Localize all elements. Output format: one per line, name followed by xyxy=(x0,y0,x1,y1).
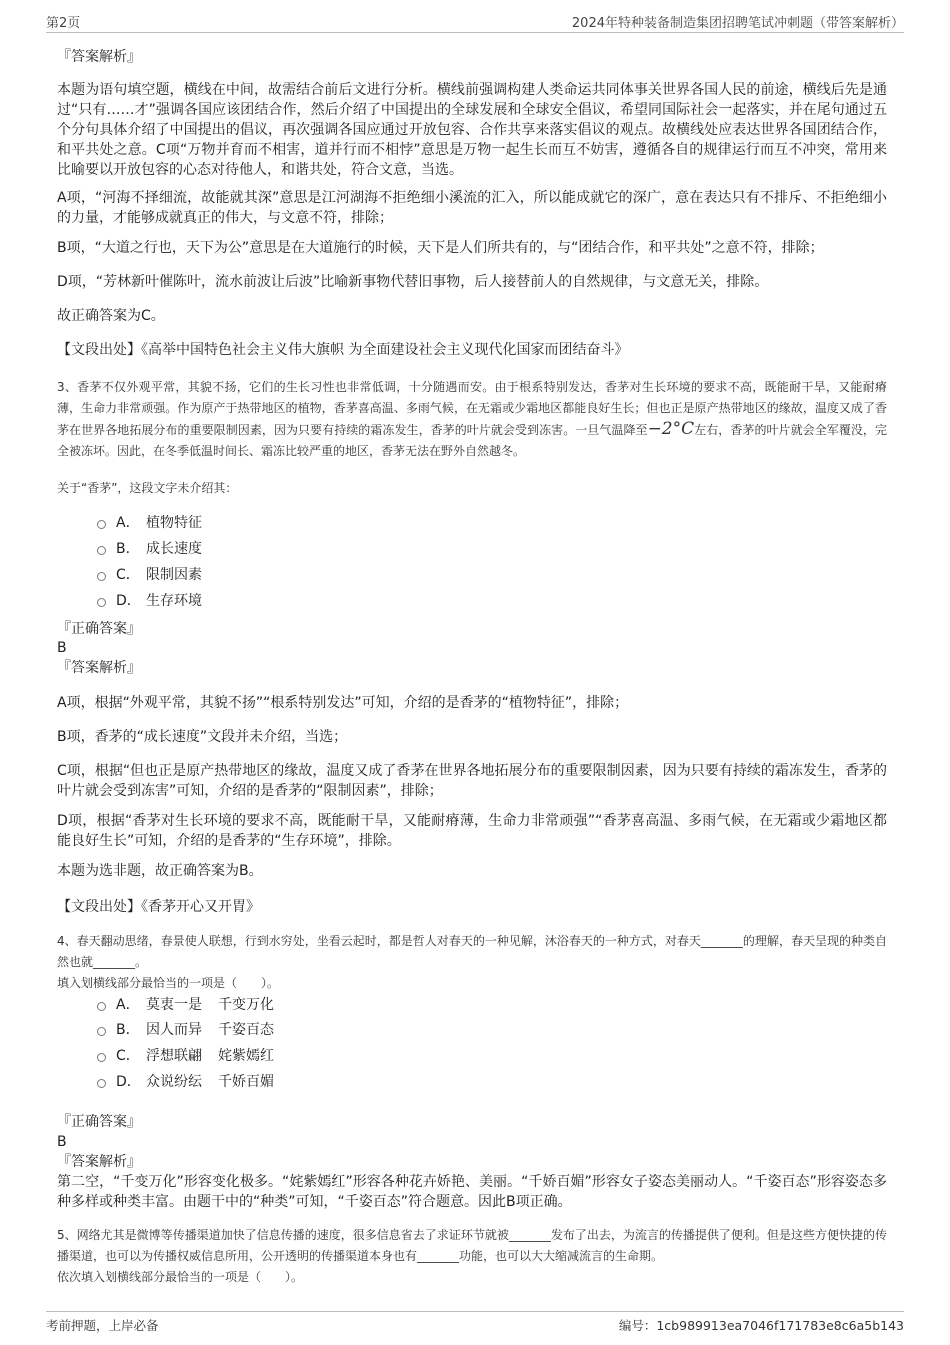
q4-option-c[interactable]: C． 浮想联翩 姹紫嫣红 xyxy=(97,1046,274,1066)
footer-slogan: 考前押题，上岸必备 xyxy=(46,1318,159,1333)
q2-analysis: 本题为语句填空题，横线在中间，故需结合前后文进行分析。横线前强调构建人类命运共同体事关世界各国人民的前途，横线后先是通过“只有……才”强调各国应该团结合作，然后介绍了中国提出的全球发展和全球安全倡议，希望同国际社会一起落实，并在尾句通过五个分句具体介绍了中国提出的倡议，再次强调各国应通过开放包容、合作共享来落实倡议的观点。故横线处应表达世界各国团结合作，和平共处之意。C项“万物并育而不相害，道并行而不相悖”意思是万物一起生长而互不妨害，遵循各自的规律运行而互不冲突，常用来比喻要以开放包容的心态对待他人，和谐共处，符合文意，当选。 xyxy=(57,82,887,178)
q3-source: 【文段出处】《香茅开心又开胃》 xyxy=(57,899,260,915)
q3-option-d-analysis: D项，根据“香茅对生长环境的要求不高，既能耐干旱，又能耐瘠薄，生命力非常顽强”“香茅喜高温、多雨气候，在无霜或少霜地区都能良好生长”可知，介绍的是香茅的“生存环境”，排除。 xyxy=(57,813,887,849)
q3-question: 关于“香茅”，这段文字未介绍其： xyxy=(57,481,238,495)
q3-conclusion: 本题为选非题，故正确答案为B。 xyxy=(57,863,263,879)
page-header xyxy=(46,10,904,33)
q3-answer: B xyxy=(57,640,67,656)
q4-option-a[interactable]: A． 莫衷一是 千变万化 xyxy=(97,995,274,1015)
q4-option-b[interactable]: B． 因人而异 千姿百态 xyxy=(97,1020,274,1040)
q3-option-c[interactable]: C． 限制因素 xyxy=(97,565,202,585)
q4-answer: B xyxy=(57,1134,67,1150)
temperature-value: −2°C xyxy=(647,419,695,439)
q3-passage-before: 3、香茅不仅外观平常，其貌不扬，它们的生长习性也非常低调，十分随遇而安。由于根系特别发达，香茅对生长环境的要求不高，既能耐干旱，又能耐瘠薄，生命力非常顽强。作为原产于热带地区的植物，香茅喜高温、多雨气候，在无霜或少霜地区都能良好生长；但也正是原产热带地区的缘故，温度又成了香茅在世界各地拓展分布的重要限制因素，因为只要有持续的霜冻发生，香茅的叶片就会受到冻害。一旦气温降至 xyxy=(57,380,887,437)
q2-option-b-analysis: B项，“大道之行也，天下为公”意思是在大道施行的时候，天下是人们所共有的，与“团结合作，和平共处”之意不符，排除； xyxy=(57,240,824,256)
document-id-label: 编号： xyxy=(618,1318,657,1333)
q4-stem: 4、春天翻动思绪，春景使人联想，行到水穷处，坐看云起时，都是哲人对春天的一种见解，沐浴春天的一种方式，对春天_______的理解，春天呈现的种类自然也就_______。 xyxy=(57,934,887,969)
q2-conclusion: 故正确答案为C。 xyxy=(57,308,165,324)
q2-option-d-analysis: D项，“芳林新叶催陈叶，流水前波让后波”比喻新事物代替旧事物，后人接替前人的自然规律，与文意无关，排除。 xyxy=(57,274,769,290)
q3-passage xyxy=(57,377,887,462)
q5-stem: 5、网络尤其是微博等传播渠道加快了信息传播的速度，很多信息省去了求证环节就被_______发布了出去，为流言的传播提供了便利。但是这些方便快捷的传播渠道，也可以为传播权威信息所用，公开透明的传播渠道本身也有_______功能，也可以大大缩减流言的生命期。 xyxy=(57,1228,887,1263)
radio-icon[interactable] xyxy=(97,1079,106,1088)
q3-option-a[interactable]: A． 植物特征 xyxy=(97,513,202,533)
radio-icon[interactable] xyxy=(97,572,106,581)
document-id xyxy=(619,1316,904,1334)
q4-instruction: 填入划横线部分最恰当的一项是（ ）。 xyxy=(57,976,280,990)
q3-option-b[interactable]: B． 成长速度 xyxy=(97,539,202,559)
q3-option-a-analysis: A项，根据“外观平常，其貌不扬”“根系特别发达”可知，介绍的是香茅的“植物特征”，排除； xyxy=(57,695,629,711)
q2-analysis-label: 『答案解析』 xyxy=(57,49,141,65)
radio-icon[interactable] xyxy=(97,598,106,607)
page-number: 第2页 xyxy=(46,16,81,31)
q4-option-d[interactable]: D． 众说纷纭 千娇百媚 xyxy=(97,1072,274,1092)
q2-source: 【文段出处】《高举中国特色社会主义伟大旗帜 为全面建设社会主义现代化国家而团结奋斗》 xyxy=(57,342,629,358)
document-title: 2024年特种装备制造集团招聘笔试冲刺题（带答案解析） xyxy=(571,16,904,31)
q3-option-c-analysis: C项，根据“但也正是原产热带地区的缘故，温度又成了香茅在世界各地拓展分布的重要限制因素，因为只要有持续的霜冻发生，香茅的叶片就会受到冻害”可知，介绍的是香茅的“限制因素”，排除； xyxy=(57,763,887,799)
q3-option-b-analysis: B项，香茅的“成长速度”文段并未介绍，当选； xyxy=(57,729,348,745)
q4-analysis-label: 『答案解析』 xyxy=(57,1154,141,1170)
radio-icon[interactable] xyxy=(97,520,106,529)
q5-instruction: 依次填入划横线部分最恰当的一项是（ ）。 xyxy=(57,1270,304,1284)
q4-analysis: 第二空，“千变万化”形容变化极多。“姹紫嫣红”形容各种花卉娇艳、美丽。“千娇百媚”形容女子姿态美丽动人。“千姿百态”形容姿态多种多样或种类丰富。由题干中的“种类”可知，“千姿百态”符合题意。因此B项正确。 xyxy=(57,1174,887,1210)
q4-answer-label: 『正确答案』 xyxy=(57,1114,141,1130)
q3-answer-label: 『正确答案』 xyxy=(57,621,141,637)
radio-icon[interactable] xyxy=(97,546,106,555)
document-id-value: 1cb989913ea7046f171783e8c6a5b143 xyxy=(656,1318,904,1333)
radio-icon[interactable] xyxy=(97,1027,106,1036)
radio-icon[interactable] xyxy=(97,1002,106,1011)
page-footer xyxy=(46,1311,904,1336)
radio-icon[interactable] xyxy=(97,1053,106,1062)
q3-passage-after: 左右，香茅的叶片就会全军覆没，完全被冻坏。因此，在冬季低温时间长、霜冻比较严重的地区，香茅无法在野外自然越冬。 xyxy=(57,423,887,458)
q3-analysis-label: 『答案解析』 xyxy=(57,660,141,676)
q2-option-a-analysis: A项，“河海不择细流，故能就其深”意思是江河湖海不拒绝细小溪流的汇入，所以能成就它的深广，意在表达只有不排斥、不拒绝细小的力量，才能够成就真正的伟大，与文意不符，排除； xyxy=(57,190,887,226)
q3-option-d[interactable]: D． 生存环境 xyxy=(97,591,202,611)
